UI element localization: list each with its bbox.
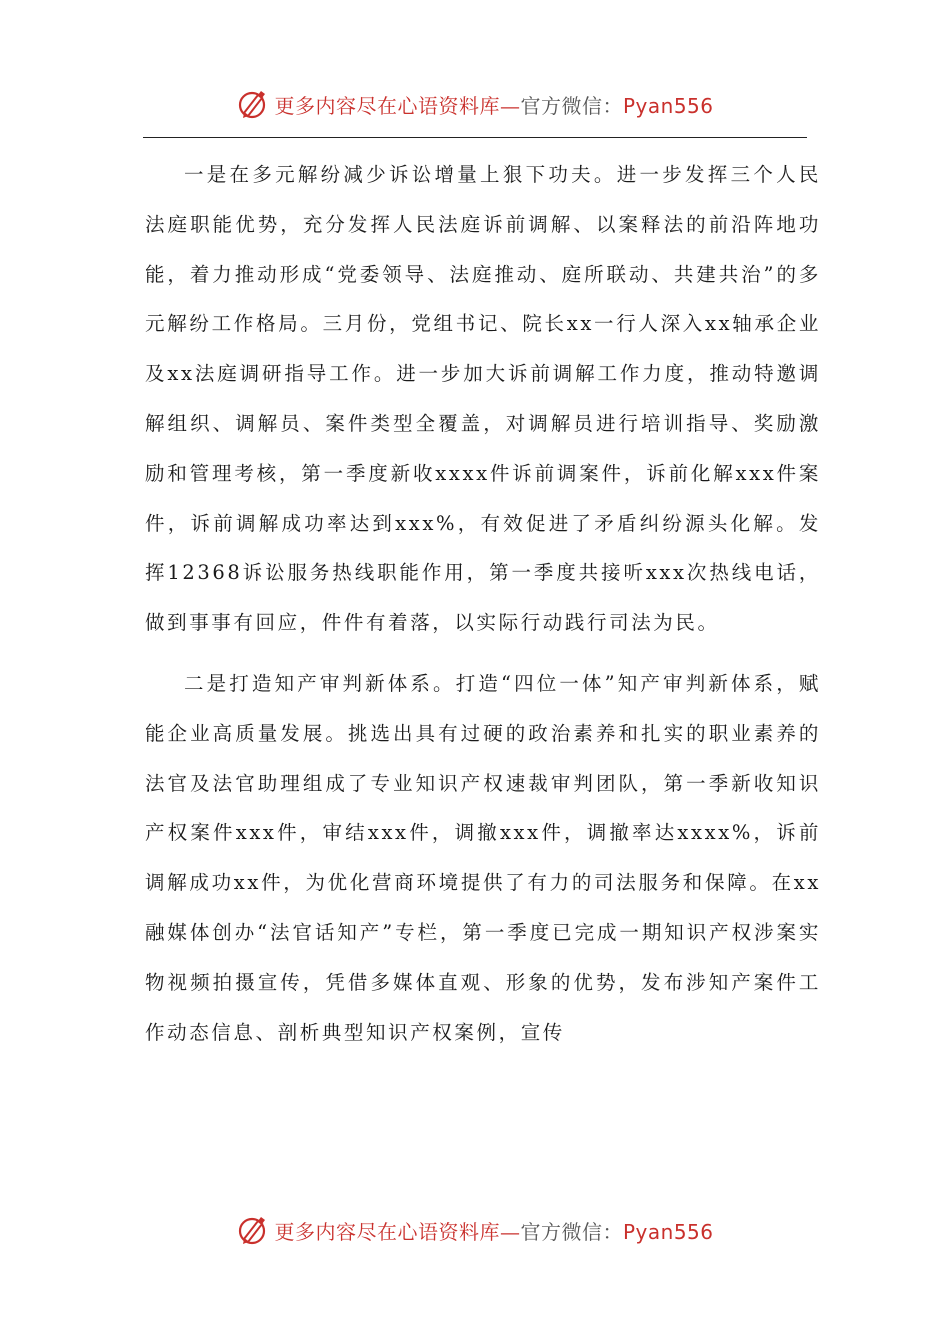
banner-label: 官方微信： xyxy=(520,93,623,118)
banner-label: 官方微信： xyxy=(520,1219,623,1244)
paragraph-2: 二是打造知产审判新体系。打造“四位一体”知产审判新体系，赋能企业高质量发展。挑选出具有过硬的政治素养和扎实的职业素养的法官及法官助理组成了专业知识产权速裁审判团队，第一季新收知识产权案件xxx件，审结xxx件，调撤xxx件，调撤率达xxxx%，诉前调解成功xx件，为优化营商环境提供了有力的司法服务和保障。在xx融媒体创办“法官话知产”专栏，第一季度已完成一期知识产权涉案实物视频拍摄宣传，凭借多媒体直观、形象的优势，发布涉知产案件工作动态信息、剖析典型知识产权案例，宣传 xyxy=(145,671,821,1044)
banner-wechat-id: Pyan556 xyxy=(622,93,714,118)
banner-dash: — xyxy=(499,1219,521,1244)
header-banner-text xyxy=(274,90,713,119)
paragraph-1: 一是在多元解纷减少诉讼增量上狠下功夫。进一步发挥三个人民法庭职能优势，充分发挥人民法庭诉前调解、以案释法的前沿阵地功能，着力推动形成“党委领导、法庭推动、庭所联动、共建共治”的多元解纷工作格局。三月份，党组书记、院长xx一行人深入xx轴承企业及xx法庭调研指导工作。进一步加大诉前调解工作力度，推动特邀调解组织、调解员、案件类型全覆盖，对调解员进行培训指导、奖励激励和管理考核，第一季度新收xxxx件诉前调案件，诉前化解xxx件案件，诉前调解成功率达到xxx%，有效促进了矛盾纠纷源头化解。发挥12368诉讼服务热线职能作用，第一季度共接听xxx次热线电话，做到事事有回应，件件有着落，以实际行动践行司法为民。 xyxy=(145,163,821,635)
document-body xyxy=(145,150,821,1057)
header-divider xyxy=(143,137,807,138)
footer-banner-text xyxy=(274,1216,713,1245)
footer-banner xyxy=(0,1210,950,1250)
pen-circle-logo-icon xyxy=(236,87,270,121)
pen-circle-logo-icon xyxy=(236,1213,270,1247)
header-banner xyxy=(0,84,950,124)
banner-main-text: 更多内容尽在心语资料库 xyxy=(274,1219,500,1244)
banner-main-text: 更多内容尽在心语资料库 xyxy=(274,93,500,118)
banner-wechat-id: Pyan556 xyxy=(622,1219,714,1244)
banner-dash: — xyxy=(499,93,521,118)
